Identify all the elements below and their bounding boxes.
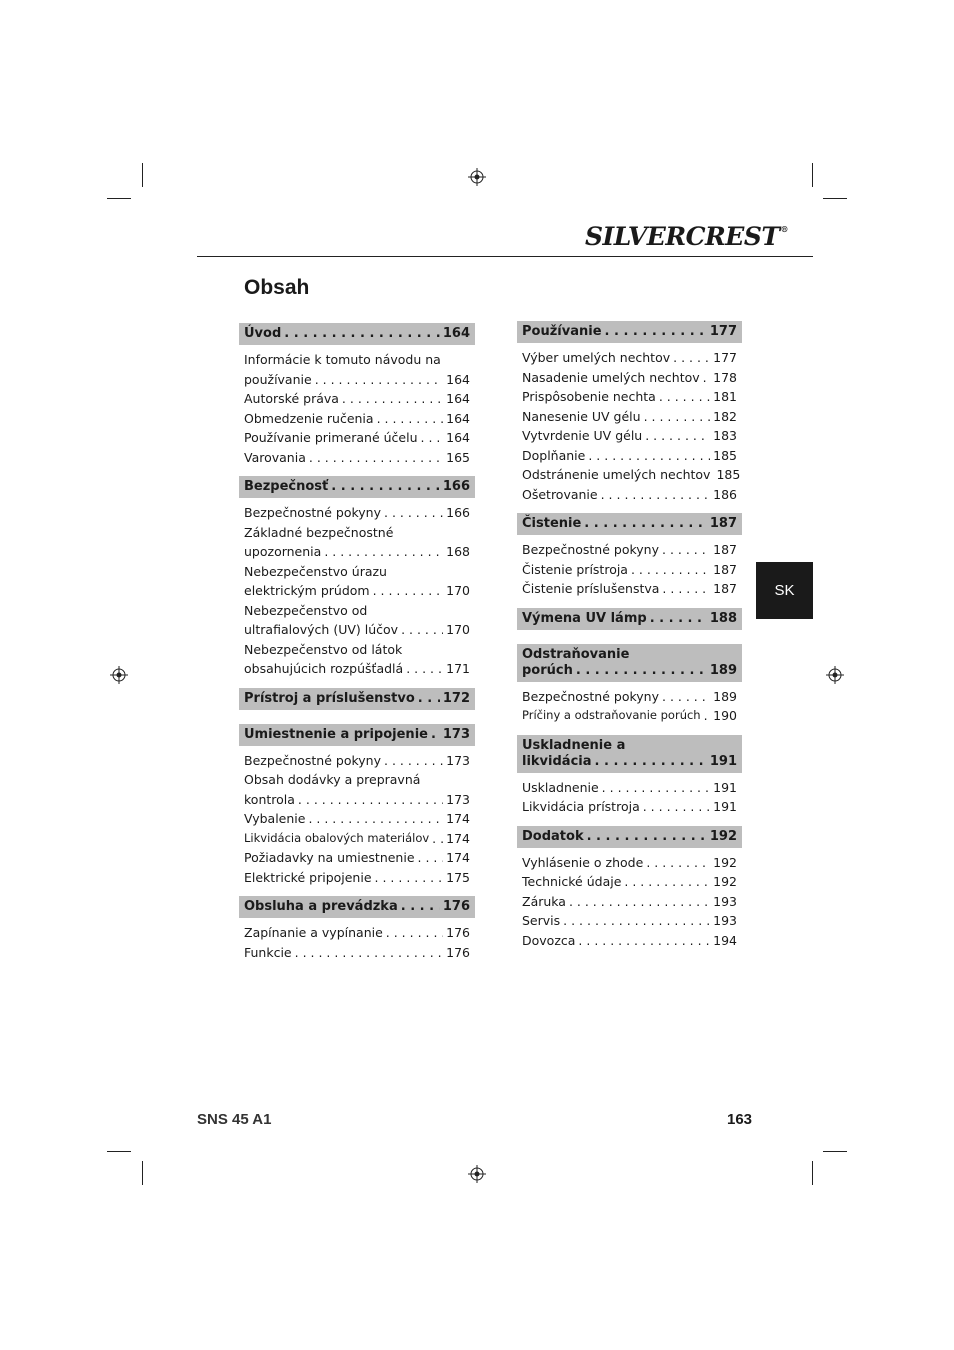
crop-mark bbox=[823, 198, 847, 199]
section-page: 189 bbox=[709, 662, 737, 678]
entry-title: Vytvrdenie UV gélu bbox=[522, 428, 643, 443]
dot-leader bbox=[643, 797, 710, 817]
entry-row bbox=[522, 426, 737, 446]
entry-row bbox=[522, 446, 737, 466]
section-title-row bbox=[522, 829, 737, 845]
toc-section-heading[interactable] bbox=[517, 321, 742, 343]
entry-page: 181 bbox=[713, 389, 737, 404]
dot-leader bbox=[578, 931, 710, 951]
entry-row bbox=[244, 848, 470, 868]
entry-row bbox=[244, 428, 470, 448]
section-title: Prístroj a príslušenstvo bbox=[244, 690, 415, 706]
entry-row bbox=[522, 407, 737, 427]
section-gap bbox=[239, 679, 475, 688]
toc-entry[interactable] bbox=[239, 601, 475, 640]
dot-leader bbox=[315, 370, 443, 390]
entry-page: 177 bbox=[713, 350, 737, 365]
dot-leader bbox=[576, 663, 707, 679]
section-gap bbox=[517, 599, 742, 608]
dot-leader bbox=[401, 899, 440, 915]
toc-entry[interactable] bbox=[517, 465, 742, 485]
entry-title: upozornenia bbox=[244, 544, 322, 559]
entry-page: 186 bbox=[713, 486, 737, 502]
registration-mark-icon bbox=[826, 666, 844, 684]
entry-title: Nanesenie UV gélu bbox=[522, 408, 641, 424]
entry-title: Varovania bbox=[244, 449, 306, 465]
entry-page: 187 bbox=[713, 561, 737, 577]
entry-row bbox=[244, 790, 470, 810]
dot-leader bbox=[342, 389, 443, 409]
section-title-row bbox=[522, 516, 737, 532]
entry-page: 187 bbox=[713, 542, 737, 557]
entry-page: 190 bbox=[713, 708, 737, 723]
entry-title: ultrafialových (UV) lúčov bbox=[244, 622, 399, 637]
toc-section-heading[interactable] bbox=[517, 608, 742, 630]
entry-page: 192 bbox=[713, 874, 737, 889]
entry-page: 174 bbox=[446, 830, 470, 846]
page-number: 163 bbox=[727, 1111, 753, 1128]
entry-page: 168 bbox=[446, 544, 470, 559]
entry-row bbox=[522, 931, 737, 951]
toc-entry[interactable] bbox=[517, 872, 742, 892]
entry-row bbox=[244, 659, 470, 679]
entry-row bbox=[522, 797, 737, 817]
entry-row bbox=[244, 542, 470, 562]
section-gap bbox=[239, 467, 475, 476]
section-page: 191 bbox=[709, 753, 737, 769]
dot-leader bbox=[595, 754, 707, 770]
section-title-row bbox=[244, 326, 470, 342]
entry-title: Technické údaje bbox=[522, 874, 622, 889]
entry-page: 174 bbox=[446, 850, 470, 865]
dot-leader bbox=[703, 368, 710, 388]
dot-leader bbox=[331, 479, 440, 495]
dot-leader bbox=[659, 387, 710, 407]
toc-entry[interactable] bbox=[239, 562, 475, 601]
entry-page: 170 bbox=[446, 622, 470, 637]
entry-row bbox=[244, 923, 470, 943]
dot-leader bbox=[662, 579, 710, 599]
toc-section-heading[interactable] bbox=[517, 513, 742, 535]
section-gap bbox=[517, 635, 742, 644]
toc-entry[interactable] bbox=[239, 809, 475, 829]
entry-page: 193 bbox=[713, 893, 737, 909]
dot-leader bbox=[386, 923, 443, 943]
entry-title: Likvidácia prístroja bbox=[522, 799, 640, 814]
section-title: porúch bbox=[522, 662, 573, 678]
dot-leader bbox=[421, 428, 444, 448]
entry-line: Nebezpečenstvo od látok bbox=[244, 641, 403, 657]
toc-entry[interactable] bbox=[239, 409, 475, 429]
entry-row bbox=[244, 503, 470, 523]
section-title: likvidácia bbox=[522, 753, 592, 769]
section-title-row bbox=[244, 479, 470, 495]
entry-row bbox=[522, 778, 737, 798]
entry-page: 194 bbox=[713, 932, 737, 948]
entry-row bbox=[522, 853, 737, 873]
dot-leader bbox=[584, 516, 707, 532]
entry-title: Funkcie bbox=[244, 944, 292, 960]
entry-row bbox=[244, 620, 470, 640]
entry-row bbox=[522, 368, 737, 388]
crop-mark bbox=[142, 163, 143, 187]
section-page: 173 bbox=[442, 726, 470, 742]
toc-section-heading[interactable] bbox=[239, 476, 475, 498]
dot-leader bbox=[298, 790, 443, 810]
toc-entry[interactable] bbox=[239, 829, 475, 849]
entry-title: Doplňanie bbox=[522, 447, 586, 463]
dot-leader bbox=[563, 911, 710, 931]
section-gap bbox=[517, 817, 742, 826]
entry-row bbox=[244, 868, 470, 888]
entry-line: Obsah dodávky a prepravná bbox=[244, 772, 421, 787]
entry-title: obsahujúcich rozpúšťadlá bbox=[244, 661, 404, 676]
entry-title: Dovozca bbox=[522, 932, 576, 948]
entry-row bbox=[522, 465, 741, 485]
dot-leader bbox=[673, 348, 710, 368]
header-rule bbox=[197, 256, 813, 257]
toc-entry[interactable] bbox=[517, 778, 742, 798]
crop-mark bbox=[812, 163, 813, 187]
toc-entry[interactable] bbox=[239, 389, 475, 409]
dot-leader bbox=[624, 872, 710, 892]
section-title-row bbox=[244, 691, 470, 707]
entry-title: Elektrické pripojenie bbox=[244, 869, 372, 885]
entry-title: Bezpečnostné pokyny bbox=[244, 752, 381, 768]
entry-page: 193 bbox=[713, 913, 737, 928]
dot-leader bbox=[662, 540, 710, 560]
entry-page: 173 bbox=[446, 791, 470, 807]
entry-row bbox=[522, 872, 737, 892]
toc-entry[interactable] bbox=[239, 523, 475, 562]
entry-page: 176 bbox=[446, 944, 470, 960]
entry-row bbox=[522, 892, 737, 912]
toc-entry[interactable] bbox=[517, 485, 742, 505]
toc-entry[interactable] bbox=[517, 348, 742, 368]
section-page: 166 bbox=[442, 479, 470, 494]
section-gap bbox=[517, 726, 742, 735]
toc-section-heading[interactable] bbox=[517, 826, 742, 848]
entry-page: 174 bbox=[446, 811, 470, 826]
dot-leader bbox=[645, 426, 710, 446]
entry-title: Záruka bbox=[522, 893, 566, 909]
registration-mark-icon bbox=[110, 666, 128, 684]
toc-entry[interactable] bbox=[239, 428, 475, 448]
section-page: 177 bbox=[709, 324, 737, 339]
entry-page: 164 bbox=[446, 410, 470, 426]
toc-entry[interactable] bbox=[517, 911, 742, 931]
entry-row bbox=[522, 911, 737, 931]
crop-mark bbox=[142, 1161, 143, 1185]
toc-entry[interactable] bbox=[517, 560, 742, 580]
section-title: Bezpečnosť bbox=[244, 479, 329, 494]
entry-row bbox=[244, 389, 470, 409]
toc-entry[interactable] bbox=[239, 943, 475, 963]
section-title-row bbox=[522, 754, 737, 770]
entry-title: Ošetrovanie bbox=[522, 486, 598, 502]
entry-row bbox=[522, 348, 737, 368]
toc-section-heading[interactable] bbox=[239, 688, 475, 710]
section-page: 176 bbox=[442, 899, 470, 914]
toc-section-heading[interactable] bbox=[517, 644, 742, 682]
toc-entry[interactable] bbox=[517, 426, 742, 446]
toc-entry[interactable] bbox=[517, 892, 742, 912]
entry-title: Prispôsobenie nechta bbox=[522, 389, 656, 404]
section-page: 164 bbox=[442, 326, 470, 341]
entry-line: Nebezpečenstvo úrazu bbox=[244, 563, 387, 579]
entry-row bbox=[244, 829, 470, 849]
toc-entry[interactable] bbox=[239, 868, 475, 888]
entry-row bbox=[244, 370, 470, 390]
dot-leader bbox=[284, 326, 440, 342]
registered-mark: ® bbox=[780, 224, 788, 234]
entry-title: Servis bbox=[522, 913, 561, 928]
entry-title: Zapínanie a vypínanie bbox=[244, 925, 383, 940]
language-tab-label: SK bbox=[774, 582, 795, 599]
toc-entry[interactable] bbox=[239, 751, 475, 771]
entry-page: 183 bbox=[713, 428, 737, 443]
dot-leader bbox=[646, 853, 710, 873]
dot-leader bbox=[295, 943, 444, 963]
entry-page: 189 bbox=[713, 688, 737, 704]
crop-mark bbox=[812, 1161, 813, 1185]
section-title-row bbox=[522, 324, 737, 340]
section-title-row bbox=[522, 663, 737, 679]
toc-entry[interactable] bbox=[517, 931, 742, 951]
dot-leader bbox=[704, 706, 711, 726]
toc-section-heading[interactable] bbox=[517, 735, 742, 773]
crop-mark bbox=[823, 1151, 847, 1152]
entry-title: používanie bbox=[244, 371, 312, 387]
crop-mark bbox=[107, 198, 131, 199]
entry-row bbox=[244, 943, 470, 963]
section-title-row bbox=[244, 899, 470, 915]
entry-row bbox=[244, 409, 470, 429]
entry-row bbox=[522, 540, 737, 560]
dot-leader bbox=[605, 324, 707, 340]
toc-entry[interactable] bbox=[517, 368, 742, 388]
entry-row bbox=[522, 706, 737, 726]
dot-leader bbox=[569, 892, 710, 912]
entry-title: Čistenie prístroja bbox=[522, 561, 628, 577]
entry-page: 185 bbox=[713, 447, 737, 463]
dot-leader bbox=[418, 848, 444, 868]
entry-page: 182 bbox=[713, 408, 737, 424]
dot-leader bbox=[431, 727, 440, 743]
dot-leader bbox=[601, 485, 711, 505]
toc-entry[interactable] bbox=[517, 540, 742, 560]
section-gap bbox=[239, 715, 475, 724]
toc-entry[interactable] bbox=[517, 853, 742, 873]
toc-left-column bbox=[239, 323, 475, 962]
toc-entry[interactable] bbox=[239, 848, 475, 868]
toc-entry[interactable] bbox=[517, 387, 742, 407]
entry-title: Bezpečnostné pokyny bbox=[522, 542, 659, 557]
toc-right-column bbox=[517, 321, 742, 950]
section-title: Čistenie bbox=[522, 516, 582, 531]
dot-leader bbox=[309, 448, 443, 468]
entry-page: 191 bbox=[713, 799, 737, 814]
toc-entry[interactable] bbox=[239, 640, 475, 679]
entry-title: Autorské práva bbox=[244, 391, 339, 406]
dot-leader bbox=[644, 407, 711, 427]
toc-entry[interactable] bbox=[517, 579, 742, 599]
entry-title: Odstránenie umelých nechtov bbox=[522, 467, 711, 482]
registration-mark-icon bbox=[468, 1165, 486, 1183]
entry-title: Likvidácia obalových materiálov bbox=[244, 830, 430, 845]
dot-leader bbox=[373, 581, 444, 601]
section-page: 192 bbox=[709, 828, 737, 844]
dot-leader bbox=[384, 503, 443, 523]
entry-page: 165 bbox=[446, 449, 470, 465]
entry-page: 164 bbox=[446, 430, 470, 445]
toc-entry[interactable] bbox=[239, 448, 475, 468]
toc-entry[interactable] bbox=[239, 923, 475, 943]
dot-leader bbox=[406, 659, 443, 679]
section-title-line: Uskladnenie a bbox=[522, 737, 626, 753]
entry-page: 191 bbox=[713, 779, 737, 795]
section-title: Umiestnenie a pripojenie bbox=[244, 726, 428, 742]
toc-section-heading[interactable] bbox=[239, 896, 475, 918]
dot-leader bbox=[375, 868, 444, 888]
entry-title: Vybalenie bbox=[244, 811, 306, 826]
entry-row bbox=[522, 387, 737, 407]
dot-leader bbox=[418, 691, 440, 707]
dot-leader bbox=[377, 409, 444, 429]
entry-page: 185 bbox=[716, 467, 741, 482]
dot-leader bbox=[432, 829, 443, 849]
section-title: Obsluha a prevádzka bbox=[244, 899, 398, 914]
entry-page: 192 bbox=[713, 854, 737, 870]
entry-row bbox=[522, 579, 737, 599]
entry-title: Čistenie príslušenstva bbox=[522, 581, 660, 596]
dot-leader bbox=[650, 611, 707, 627]
entry-row bbox=[244, 581, 470, 601]
entry-title: kontrola bbox=[244, 791, 295, 807]
registration-mark-icon bbox=[468, 168, 486, 186]
section-gap bbox=[239, 887, 475, 896]
toc-entry[interactable] bbox=[239, 770, 475, 809]
section-title: Používanie bbox=[522, 324, 602, 339]
section-title: Dodatok bbox=[522, 828, 584, 844]
section-title-row bbox=[244, 727, 470, 743]
toc-entry[interactable] bbox=[517, 706, 742, 726]
toc-entry[interactable] bbox=[517, 407, 742, 427]
entry-row bbox=[522, 485, 737, 505]
crop-mark bbox=[107, 1151, 131, 1152]
entry-row bbox=[244, 809, 470, 829]
dot-leader bbox=[588, 446, 710, 466]
dot-leader bbox=[662, 687, 710, 707]
dot-leader bbox=[324, 542, 443, 562]
entry-title: Používanie primerané účelu bbox=[244, 430, 418, 445]
section-title-row bbox=[522, 611, 737, 627]
entry-page: 166 bbox=[446, 505, 470, 520]
entry-title: Uskladnenie bbox=[522, 779, 599, 795]
entry-title: Bezpečnostné pokyny bbox=[244, 505, 381, 520]
language-tab bbox=[756, 562, 813, 619]
entry-title: Požiadavky na umiestnenie bbox=[244, 850, 415, 865]
section-title-line: Odstraňovanie bbox=[522, 646, 630, 662]
section-page: 187 bbox=[709, 516, 737, 531]
entry-page: 176 bbox=[446, 925, 470, 940]
entry-line: Základné bezpečnostné bbox=[244, 524, 394, 540]
entry-line: Informácie k tomuto návodu na bbox=[244, 352, 441, 367]
model-number: SNS 45 A1 bbox=[197, 1111, 272, 1128]
toc-entry[interactable] bbox=[517, 797, 742, 817]
entry-title: Bezpečnostné pokyny bbox=[522, 688, 659, 704]
toc-entry[interactable] bbox=[517, 446, 742, 466]
entry-title: elektrickým prúdom bbox=[244, 583, 370, 598]
entry-page: 164 bbox=[446, 371, 470, 387]
entry-page: 187 bbox=[713, 581, 737, 596]
entry-title: Príčiny a odstraňovanie porúch bbox=[522, 708, 701, 722]
entry-row bbox=[244, 751, 470, 771]
dot-leader bbox=[587, 829, 707, 845]
brand-logo-text: SILVERCREST bbox=[585, 222, 780, 251]
dot-leader bbox=[308, 809, 443, 829]
dot-leader bbox=[631, 560, 710, 580]
entry-page: 164 bbox=[446, 391, 470, 406]
entry-page: 173 bbox=[446, 752, 470, 768]
entry-page: 175 bbox=[446, 869, 470, 885]
toc-section-heading[interactable] bbox=[239, 323, 475, 345]
toc-entry[interactable] bbox=[239, 503, 475, 523]
toc-entry[interactable] bbox=[239, 350, 475, 389]
brand-logo bbox=[585, 222, 788, 251]
section-title: Úvod bbox=[244, 326, 282, 341]
entry-page: 171 bbox=[446, 661, 470, 676]
section-page: 188 bbox=[709, 610, 737, 626]
entry-title: Nasadenie umelých nechtov bbox=[522, 369, 700, 385]
section-page: 172 bbox=[442, 690, 470, 706]
toc-entry[interactable] bbox=[517, 687, 742, 707]
section-gap bbox=[517, 504, 742, 513]
dot-leader bbox=[384, 751, 443, 771]
entry-title: Vyhlásenie o zhode bbox=[522, 854, 644, 870]
dot-leader bbox=[602, 778, 710, 798]
entry-title: Obmedzenie ručenia bbox=[244, 410, 374, 426]
section-title: Výmena UV lámp bbox=[522, 610, 647, 626]
entry-row bbox=[244, 448, 470, 468]
page-title: Obsah bbox=[244, 276, 310, 299]
entry-title: Výber umelých nechtov bbox=[522, 350, 671, 365]
entry-line: Nebezpečenstvo od bbox=[244, 602, 368, 618]
entry-page: 178 bbox=[713, 369, 737, 385]
entry-page: 170 bbox=[446, 583, 470, 598]
entry-row bbox=[522, 560, 737, 580]
dot-leader bbox=[401, 620, 443, 640]
entry-row bbox=[522, 687, 737, 707]
toc-section-heading[interactable] bbox=[239, 724, 475, 746]
